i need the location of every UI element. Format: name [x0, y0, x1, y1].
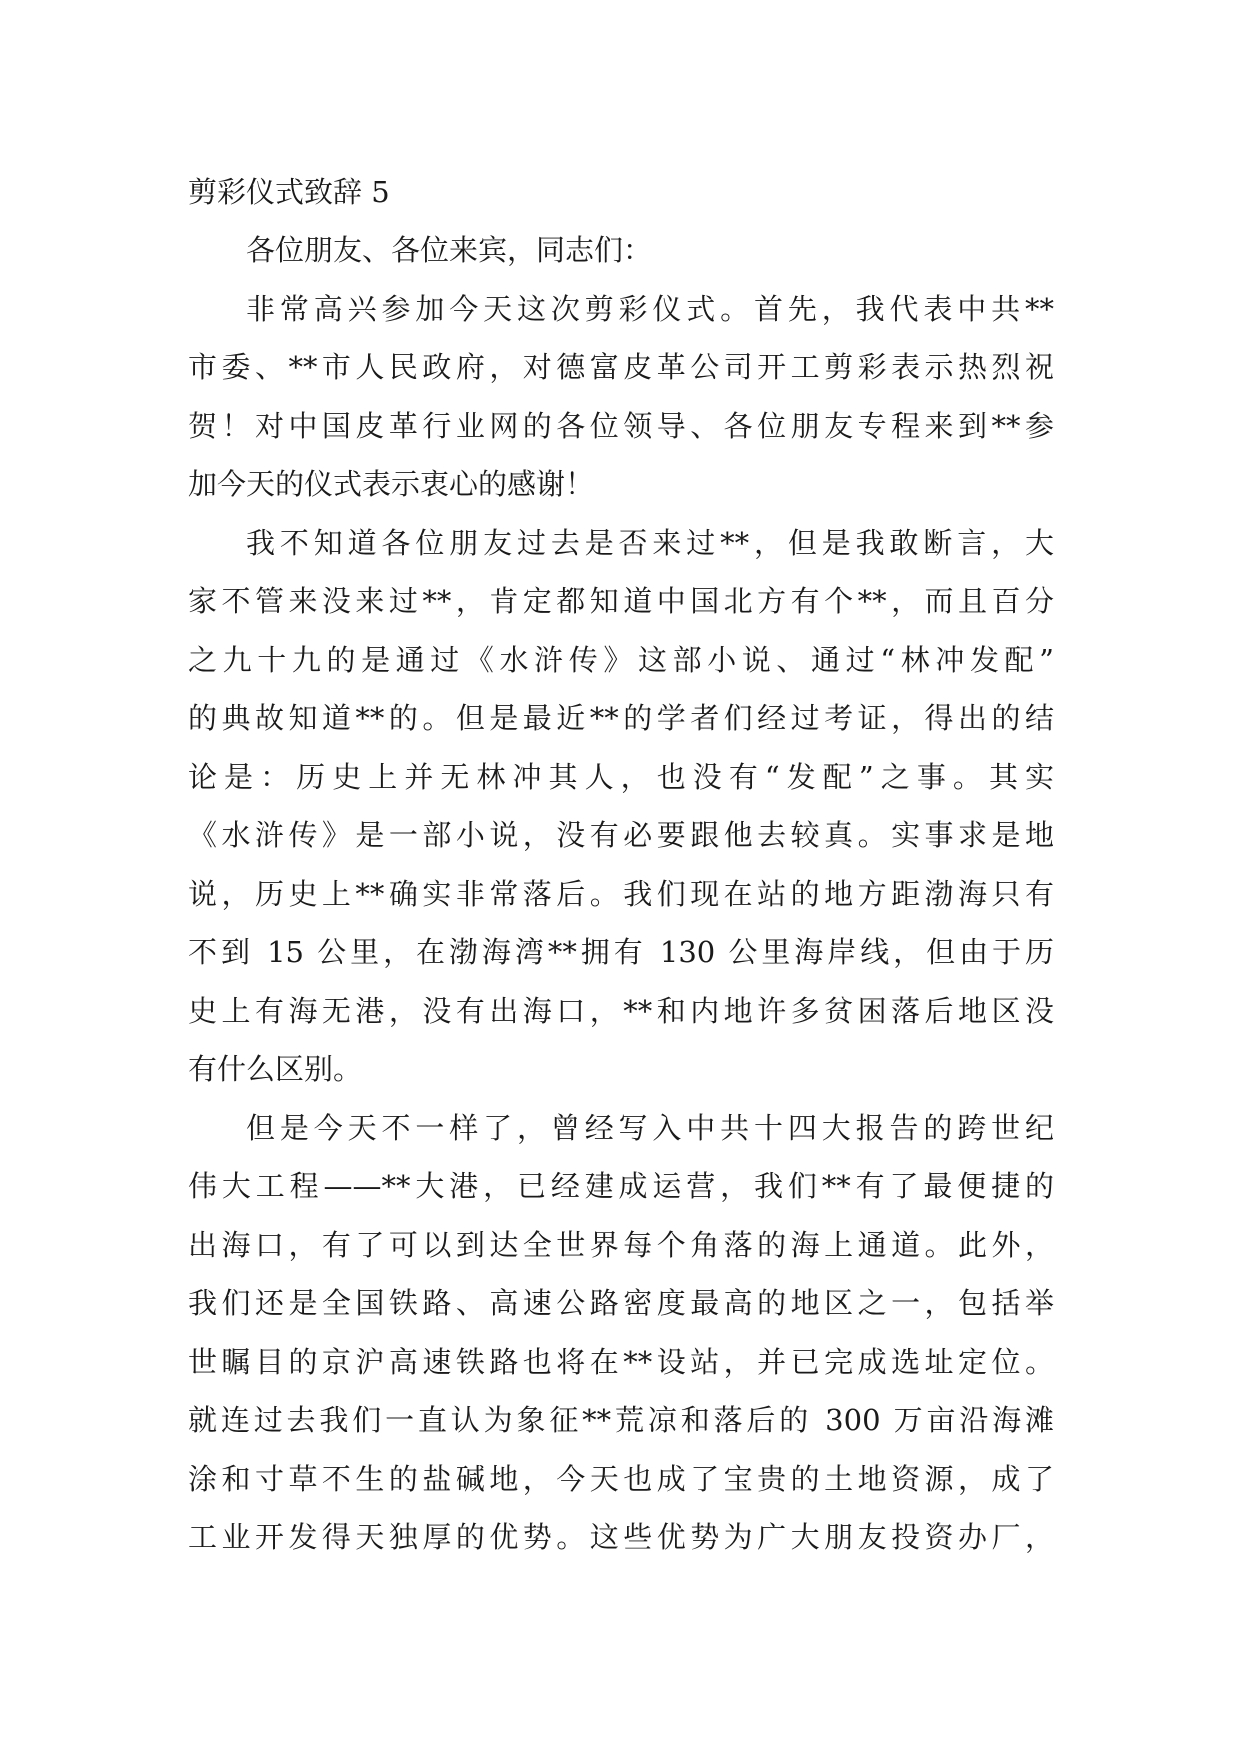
text-line: 家不管来没来过**，肯定都知道中国北方有个**，而且百分 — [188, 584, 1054, 618]
text-line: 伟大工程——**大港，已经建成运营，我们**有了最便捷的 — [188, 1169, 1054, 1203]
text-line: 的典故知道**的。但是最近**的学者们经过考证，得出的结 — [188, 701, 1054, 735]
text-line: 说，历史上**确实非常落后。我们现在站的地方距渤海只有 — [188, 876, 1054, 911]
text-line: 各位朋友、各位来宾，同志们： — [246, 233, 653, 267]
text-line: 我不知道各位朋友过去是否来过**，但是我敢断言，大 — [246, 525, 1054, 560]
text-line: 就连过去我们一直认为象征**荒凉和落后的 300 万亩沿海滩 — [188, 1403, 1054, 1437]
paragraph-today — [188, 1099, 1054, 1567]
text-line: 贺！对中国皮革行业网的各位领导、各位朋友专程来到**参 — [188, 408, 1054, 443]
text-line: 我们还是全国铁路、高速公路密度最高的地区之一，包括举 — [188, 1286, 1054, 1320]
text-line: 史上有海无港，没有出海口，**和内地许多贫困落后地区没 — [188, 993, 1054, 1028]
text-line: 之九十九的是通过《水浒传》这部小说、通过“林冲发配” — [188, 642, 1054, 677]
paragraph-opening — [188, 280, 1054, 514]
paragraph-salutation — [188, 221, 1054, 280]
document-body — [188, 163, 1054, 1567]
text-line: 但是今天不一样了，曾经写入中共十四大报告的跨世纪 — [246, 1110, 1054, 1145]
document-title: 剪彩仪式致辞 5 — [188, 175, 390, 209]
text-line: 《水浒传》是一部小说，没有必要跟他去较真。实事求是地 — [188, 818, 1054, 852]
text-line: 有什么区别。 — [188, 1052, 363, 1086]
text-line: 加今天的仪式表示衷心的感谢！ — [188, 467, 595, 501]
text-line: 论是：历史上并无林冲其人，也没有“发配”之事。其实 — [188, 759, 1054, 794]
text-line: 出海口，有了可以到达全世界每个角落的海上通道。此外， — [188, 1227, 1054, 1262]
paragraph-history — [188, 514, 1054, 1099]
text-line: 工业开发得天独厚的优势。这些优势为广大朋友投资办厂， — [188, 1520, 1054, 1554]
text-line: 世瞩目的京沪高速铁路也将在**设站，并已完成选址定位。 — [188, 1344, 1054, 1379]
text-line: 市委、**市人民政府，对德富皮革公司开工剪彩表示热烈祝 — [188, 350, 1054, 384]
text-line: 非常高兴参加今天这次剪彩仪式。首先，我代表中共** — [246, 291, 1054, 326]
text-line: 涂和寸草不生的盐碱地，今天也成了宝贵的土地资源，成了 — [188, 1461, 1054, 1496]
text-line: 不到 15 公里，在渤海湾**拥有 130 公里海岸线，但由于历 — [188, 935, 1054, 969]
